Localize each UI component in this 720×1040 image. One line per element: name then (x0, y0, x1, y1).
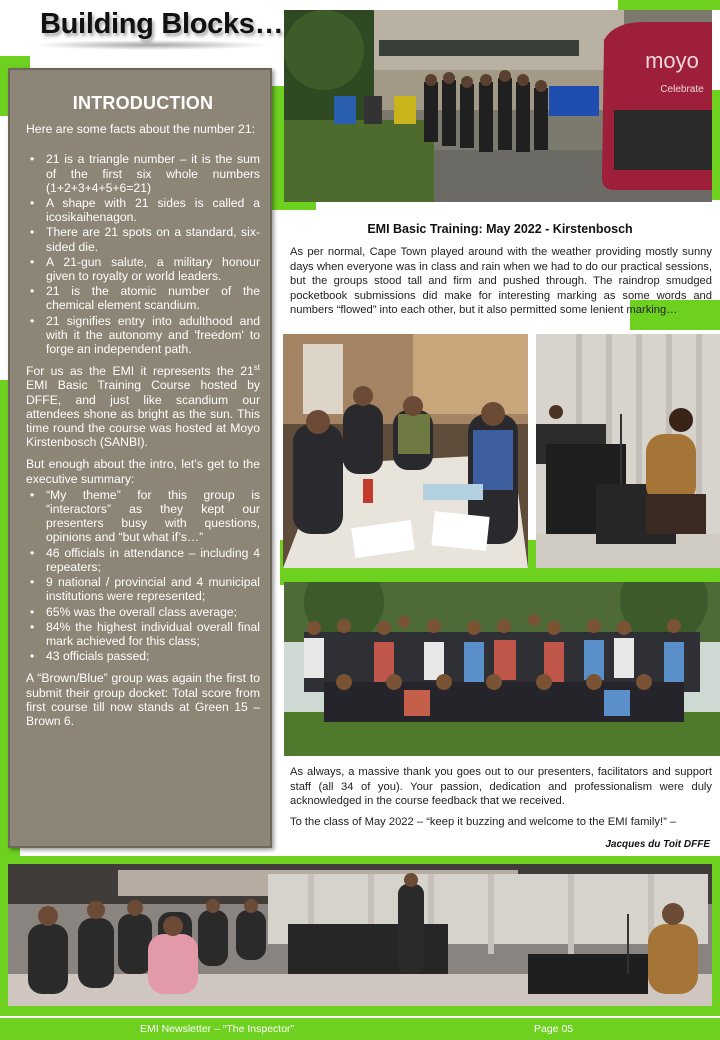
summary-item: • 65% was the overall class average; (26, 605, 260, 619)
bus-logo-text: moyo (645, 48, 699, 73)
photo-classroom-panorama (8, 864, 712, 1006)
photo-outdoor-graphic (284, 10, 712, 202)
article-paragraph-2: As always, a massive thank you goes out to our presenters, facilitators and support staff (all 34 of you). Your passion, dedication and professionalism were duly acknowledged in the course feedback that we received. (290, 766, 712, 807)
summary-item: • 43 officials passed; (26, 649, 260, 663)
summary-item: • 84% the highest individual overall final mark achieved for this class; (26, 620, 260, 648)
summary-item: • 46 officials in attendance – including 4 repeaters; (26, 546, 260, 574)
fact-item: • A shape with 21 sides is called a icosikaihenagon. (26, 196, 260, 224)
footer-bar (0, 1018, 720, 1040)
footer-newsletter-name: EMI Newsletter – “The Inspector” (140, 1023, 295, 1035)
intro-lead: Here are some facts about the number 21: (26, 122, 255, 137)
introduction-panel (8, 68, 272, 848)
intro-paragraph-part: For us as the EMI it represents the 21 (26, 364, 254, 379)
summary-item: • “My theme” for this group is “interactors” as they kept our presenters busy with questions, opinions and “but what if’s…” (26, 488, 260, 545)
article-paragraph-1: As per normal, Cape Town played around with the weather providing mostly sunny days when everyone was in class and rain when we had to do our practical sessions, but the groups stood tall and firm and pushed through. The raindrop smudged pocketbook submissions did make for interesting marking as some words and numbers “flowed” into each other, but it also permitted some lenient marking… (290, 246, 712, 316)
photo-group-work (283, 334, 528, 568)
green-accent-top-right (618, 0, 720, 10)
summary-item: • 9 national / provincial and 4 municipal institutions were represented; (26, 575, 260, 603)
fact-item: • There are 21 spots on a standard, six-sided die. (26, 225, 260, 253)
facts-list (26, 152, 260, 356)
summary-list (26, 488, 260, 663)
fact-item: • 21 is the atomic number of the chemical element scandium. (26, 284, 260, 312)
fact-item: • 21 is a triangle number – it is the sum of the first six whole numbers (1+2+3+4+5+6=21) (26, 152, 260, 195)
bus-subtext: Celebrate (660, 84, 704, 95)
photo-class-graphic (284, 582, 720, 756)
article-paragraph-3: To the class of May 2022 – “keep it buzzing and welcome to the EMI family!” – (290, 816, 677, 828)
fact-item: • 21 signifies entry into adulthood and with it the autonomy and 'freedom' to forge an independent path. (26, 314, 260, 357)
photo-presenter-graphic (536, 334, 720, 568)
photo-panorama-graphic (8, 864, 712, 1006)
introduction-heading: INTRODUCTION (72, 93, 214, 113)
page-title: Building Blocks… (40, 8, 284, 40)
intro-paragraph-group: A “Brown/Blue” group was again the first to submit their group docket: Total score from first course till now stands at Green 15 – Brown 6. (26, 671, 260, 728)
intro-paragraph-part: EMI Basic Training Course hosted by DFFE, and just like scandium our attendees shone as bright as the sun. This time round the course was hosted at Moyo Kirstenbosch (SANBI). (26, 378, 260, 450)
article-caption: EMI Basic Training: May 2022 - Kirstenbosch (367, 222, 633, 236)
fact-item: • A 21-gun salute, a military honour given to royalty or world leaders. (26, 255, 260, 283)
photo-outdoor-group (284, 10, 712, 202)
photo-presenter-seated (536, 334, 720, 568)
footer-page-number: Page 05 (534, 1023, 574, 1035)
photo-class-group (284, 582, 720, 756)
photo-group-work-graphic (283, 334, 528, 568)
intro-paragraph-summary: But enough about the intro, let’s get to the executive summary: (26, 457, 260, 486)
intro-paragraph-course (26, 364, 260, 449)
article-signature: Jacques du Toit DFFE (605, 839, 710, 850)
title-shadow (30, 40, 270, 50)
ordinal-suffix: st (253, 363, 260, 373)
